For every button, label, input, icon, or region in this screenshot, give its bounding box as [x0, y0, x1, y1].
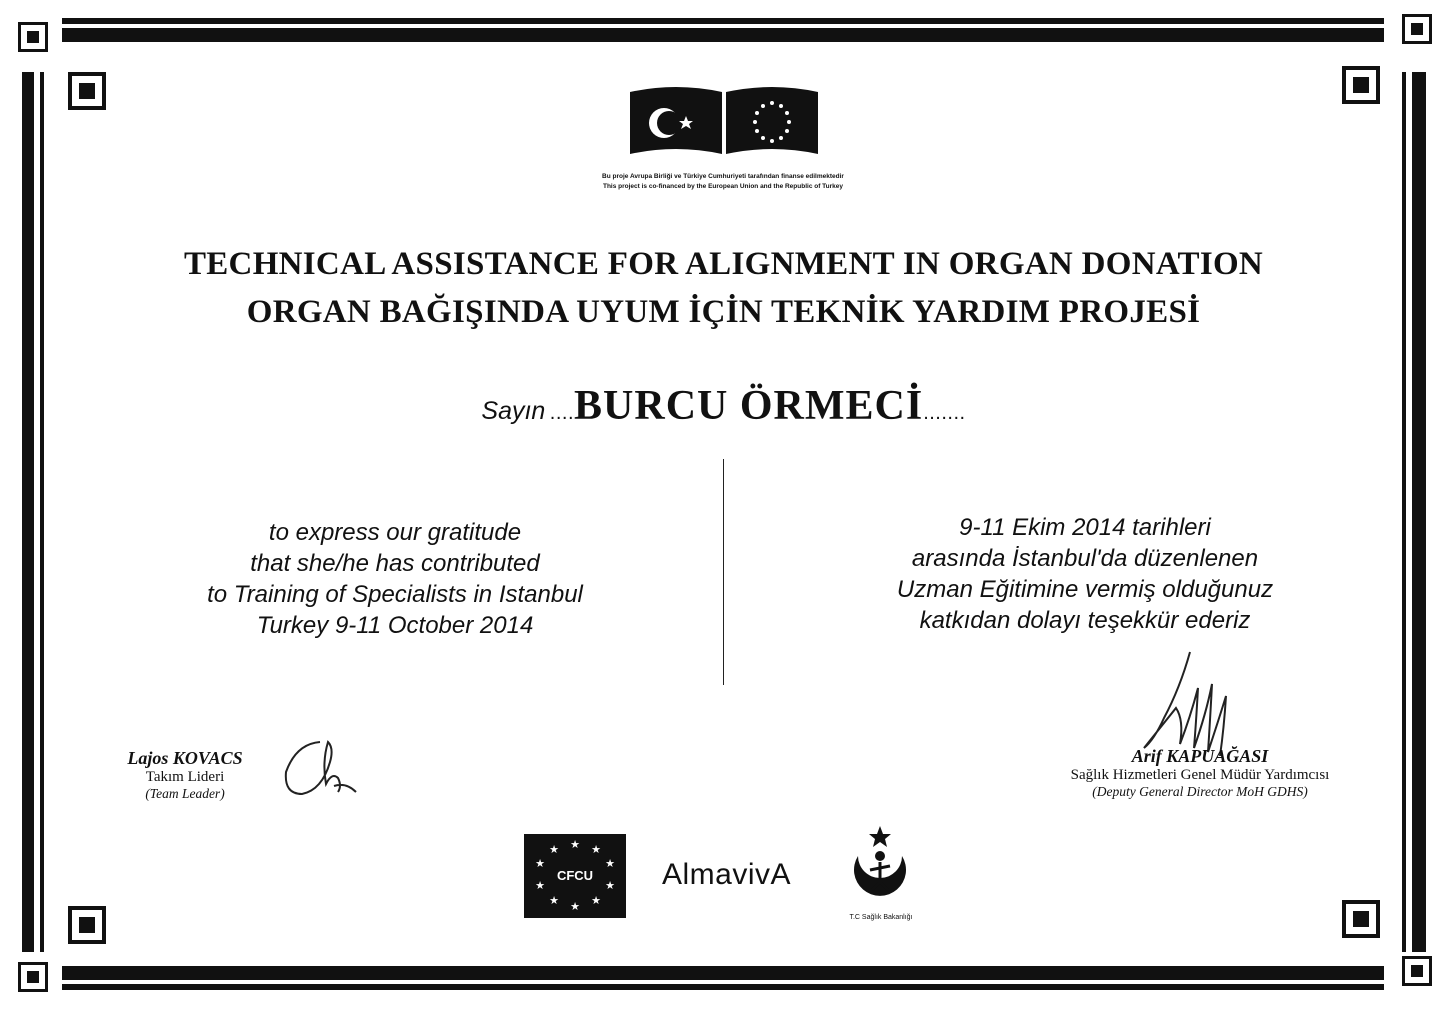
cfcu-label: CFCU [556, 868, 594, 883]
svg-text:★: ★ [549, 894, 559, 907]
svg-text:★: ★ [570, 900, 580, 913]
svg-text:★: ★ [549, 843, 559, 856]
certificate-title-en: TECHNICAL ASSISTANCE FOR ALIGNMENT IN ORGAN DONATION [183, 246, 1264, 282]
gratitude-en-line: that she/he has contributed [250, 550, 540, 577]
frame-left-bar [22, 72, 34, 952]
svg-text:★: ★ [535, 857, 545, 870]
frame-right-bar [1412, 72, 1426, 952]
inner-ornament-bottom-right [1342, 900, 1380, 938]
corner-ornament-bottom-left [18, 962, 48, 992]
left-signatory-name: Lajos KOVACS [127, 748, 243, 768]
gratitude-tr-line: Uzman Eğitimine vermiş olduğunuz [896, 576, 1274, 603]
leading-dots: .... [549, 402, 575, 424]
left-handwritten-signature [276, 732, 366, 806]
corner-ornament-bottom-right [1402, 956, 1432, 986]
gratitude-tr-line: katkıdan dolayı teşekkür ederiz [919, 607, 1251, 634]
left-signature-block [100, 748, 270, 802]
recipient-line [0, 382, 1447, 430]
turkey-eu-flags-icon [630, 84, 818, 160]
left-signatory-role-en: (Team Leader) [145, 786, 225, 801]
frame-top-thick-bar [62, 28, 1384, 42]
frame-left-thin-bar [40, 72, 44, 952]
cfcu-logo [524, 834, 626, 918]
ministry-label: T.C Sağlık Bakanlığı [849, 914, 913, 921]
certificate-title-tr: ORGAN BAĞIŞINDA UYUM İÇİN TEKNİK YARDIM PROJESİ [246, 294, 1201, 330]
corner-ornament-top-right [1402, 14, 1432, 44]
inner-ornament-bottom-left [68, 906, 106, 944]
svg-text:★: ★ [591, 894, 601, 907]
svg-text:★: ★ [605, 857, 615, 870]
gratitude-text-en [150, 517, 640, 641]
right-signatory-role-en: (Deputy General Director MoH GDHS) [1092, 784, 1308, 799]
right-signature-block [1010, 746, 1390, 800]
frame-top-thin-bar [62, 18, 1384, 24]
right-signatory-name: Arif KAPUAĞASI [1131, 746, 1269, 766]
inner-ornament-top-right [1342, 66, 1380, 104]
frame-right-thin-bar [1402, 72, 1406, 952]
trailing-dots: ....... [923, 402, 966, 424]
gratitude-en-line: to Training of Specialists in Istanbul [207, 581, 583, 608]
gratitude-en-line: Turkey 9-11 October 2014 [256, 612, 534, 639]
salutation: Sayın [481, 397, 546, 425]
recipient-name: BURCU ÖRMECİ [574, 383, 924, 429]
ministry-of-health-logo-icon [840, 824, 920, 904]
svg-text:★: ★ [591, 843, 601, 856]
gratitude-en-line: to express our gratitude [268, 519, 522, 546]
column-divider [723, 459, 724, 685]
funding-note-tr: Bu proje Avrupa Birliği ve Türkiye Cumhuriyeti tarafından finanse edilmektedir [602, 173, 844, 180]
svg-text:★: ★ [605, 879, 615, 892]
funding-note-en: This project is co-financed by the European Union and the Republic of Turkey [602, 183, 844, 190]
left-signatory-role: Takım Lideri [145, 769, 225, 785]
gratitude-text-tr [840, 512, 1330, 636]
svg-text:★: ★ [535, 879, 545, 892]
gratitude-tr-line: 9-11 Ekim 2014 tarihleri [959, 514, 1211, 541]
corner-ornament-top-left [18, 22, 48, 52]
frame-bottom-thick-bar [62, 966, 1384, 980]
almaviva-logo: AlmavivA [662, 858, 792, 891]
gratitude-tr-line: arasında İstanbul'da düzenlenen [911, 545, 1259, 572]
frame-bottom-thin-bar [62, 984, 1384, 990]
svg-text:★: ★ [570, 838, 580, 851]
inner-ornament-top-left [68, 72, 106, 110]
right-signatory-role: Sağlık Hizmetleri Genel Müdür Yardımcısı [1070, 767, 1330, 783]
